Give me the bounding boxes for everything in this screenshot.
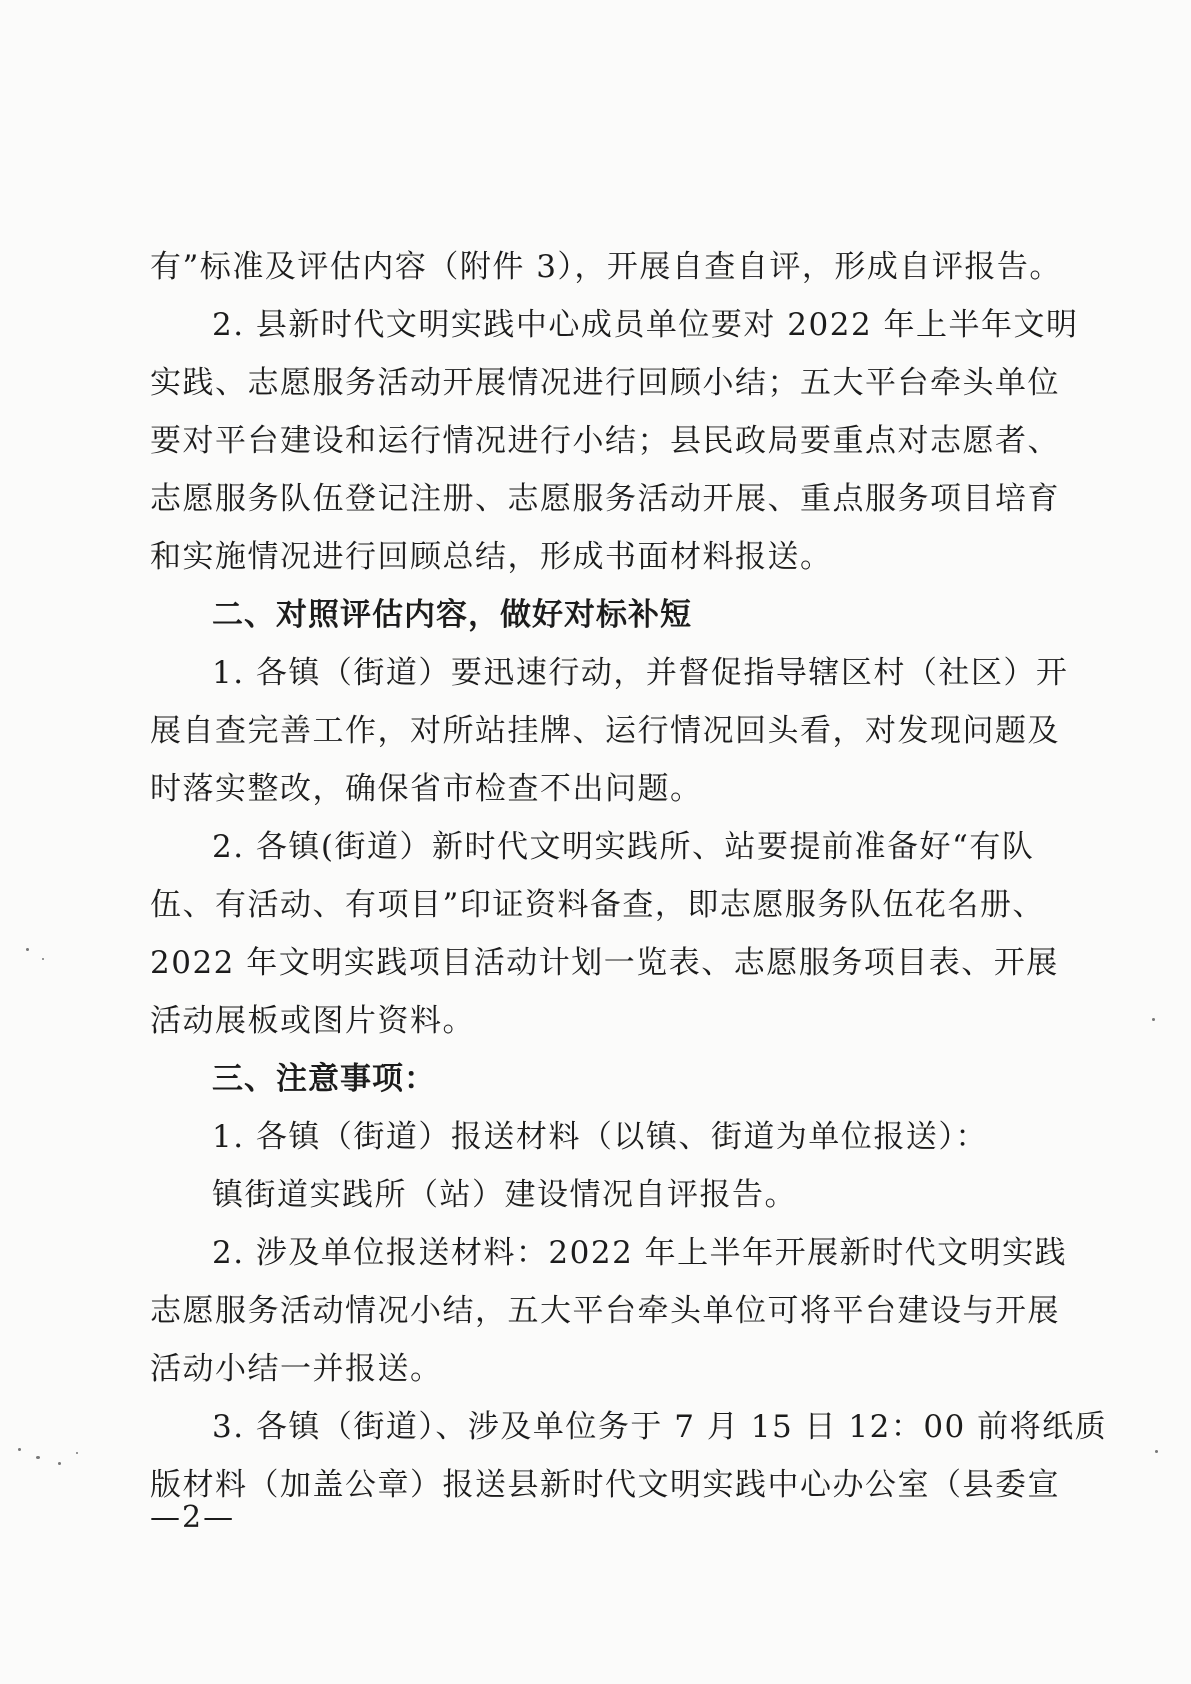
document-body (150, 238, 1108, 1514)
scan-speck (36, 1456, 40, 1459)
text-line: 伍、有活动、有项目”印证资料备查，即志愿服务队伍花名册、 (150, 887, 1045, 923)
text-line: 活动展板或图片资料。 (150, 1003, 475, 1039)
section-heading: 二、对照评估内容，做好对标补短 (212, 597, 692, 633)
text-line: 有”标准及评估内容（附件 3），开展自查自评，形成自评报告。 (150, 249, 1062, 285)
text-line: 志愿服务活动情况小结，五大平台牵头单位可将平台建设与开展 (150, 1293, 1060, 1329)
text-line: 2. 涉及单位报送材料：2022 年上半年开展新时代文明实践 (212, 1235, 1068, 1271)
scan-speck (26, 948, 29, 951)
text-line: 1. 各镇（街道）要迅速行动，并督促指导辖区村（社区）开 (212, 655, 1069, 691)
scan-speck (42, 958, 44, 960)
text-line: 时落实整改，确保省市检查不出问题。 (150, 771, 703, 807)
section-heading: 三、注意事项： (212, 1061, 436, 1097)
page-number: —2— (150, 1500, 236, 1535)
text-line: 和实施情况进行回顾总结，形成书面材料报送。 (150, 539, 833, 575)
scan-speck (1155, 1450, 1158, 1453)
text-line: 展自查完善工作，对所站挂牌、运行情况回头看，对发现问题及 (150, 713, 1060, 749)
scan-speck (18, 1448, 21, 1451)
text-line: 3. 各镇（街道）、涉及单位务于 7 月 15 日 12：00 前将纸质 (212, 1409, 1108, 1445)
text-line: 活动小结一并报送。 (150, 1351, 443, 1387)
scan-speck (76, 1452, 78, 1454)
text-line: 2. 各镇(街道）新时代文明实践所、站要提前准备好“有队 (212, 829, 1035, 865)
scan-speck (1152, 1018, 1155, 1021)
text-line: 1. 各镇（街道）报送材料（以镇、街道为单位报送）： (212, 1119, 988, 1155)
scan-speck (58, 1462, 61, 1465)
text-line: 2022 年文明实践项目活动计划一览表、志愿服务项目表、开展 (150, 945, 1059, 981)
text-line: 志愿服务队伍登记注册、志愿服务活动开展、重点服务项目培育 (150, 481, 1060, 517)
text-line: 要对平台建设和运行情况进行小结；县民政局要重点对志愿者、 (150, 423, 1060, 459)
text-line: 镇街道实践所（站）建设情况自评报告。 (212, 1177, 797, 1213)
text-line: 版材料（加盖公章）报送县新时代文明实践中心办公室（县委宣 (150, 1467, 1060, 1503)
text-line: 2. 县新时代文明实践中心成员单位要对 2022 年上半年文明 (212, 307, 1079, 343)
text-line: 实践、志愿服务活动开展情况进行回顾小结；五大平台牵头单位 (150, 365, 1060, 401)
